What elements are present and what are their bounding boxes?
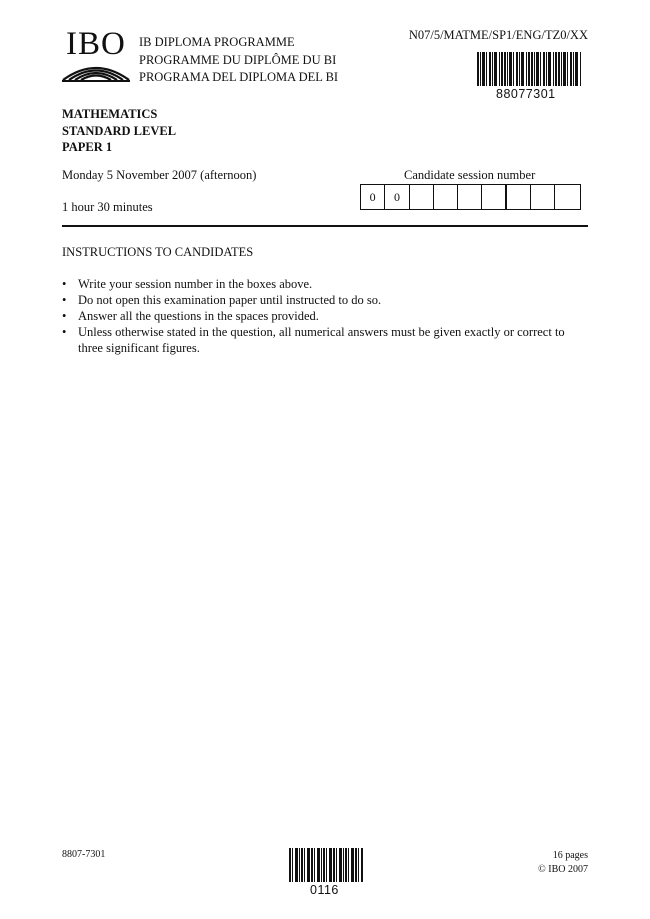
ibo-logo-arc-icon — [60, 58, 132, 82]
candidate-session-boxes — [360, 184, 581, 210]
instructions-list — [62, 276, 592, 356]
barcode-top-number: 88077301 — [496, 87, 556, 101]
page-count: 16 pages — [552, 850, 588, 861]
barcode-bottom-number: 0116 — [310, 883, 339, 897]
session-box[interactable] — [458, 185, 482, 209]
programme-line-en: IB DIPLOMA PROGRAMME — [139, 35, 295, 49]
programme-line-fr: PROGRAMME DU DIPLÔME DU BI — [139, 52, 337, 67]
session-box[interactable] — [482, 185, 506, 209]
instructions-heading: INSTRUCTIONS TO CANDIDATES — [62, 245, 254, 259]
paper: PAPER 1 — [62, 140, 113, 154]
instruction-item: • Do not open this examination paper until instructed to do so. — [62, 292, 592, 308]
instruction-item: • Unless otherwise stated in the question, all numerical answers must be given exactly or correct to three significant figures. — [62, 324, 592, 356]
copyright: © IBO 2007 — [538, 864, 588, 875]
session-box[interactable] — [410, 185, 434, 209]
candidate-session-label: Candidate session number — [404, 168, 536, 182]
footer-ref: 8807-7301 — [62, 849, 106, 860]
programme-line-es: PROGRAMA DEL DIPLOMA DEL BI — [139, 70, 339, 84]
ibo-logo-text: IBO — [66, 26, 126, 62]
exam-date: Monday 5 November 2007 (afternoon) — [62, 168, 257, 182]
exam-duration: 1 hour 30 minutes — [62, 200, 153, 214]
session-box[interactable] — [531, 185, 555, 209]
divider — [62, 225, 588, 227]
exam-title-block — [62, 106, 176, 156]
programme-lines — [139, 34, 338, 87]
session-box[interactable] — [507, 185, 531, 209]
session-box[interactable]: 0 — [385, 185, 409, 209]
footer-info — [538, 849, 588, 877]
subject: MATHEMATICS — [62, 107, 158, 121]
instruction-item: • Write your session number in the boxes above. — [62, 276, 592, 292]
session-box[interactable] — [434, 185, 458, 209]
barcode-bottom-icon — [289, 848, 363, 882]
level: STANDARD LEVEL — [62, 123, 177, 138]
session-box[interactable]: 0 — [361, 185, 385, 209]
barcode-top-icon — [477, 52, 581, 86]
instruction-item: • Answer all the questions in the spaces provided. — [62, 308, 592, 324]
session-box[interactable] — [555, 185, 579, 209]
paper-code: N07/5/MATME/SP1/ENG/TZ0/XX — [408, 28, 588, 42]
